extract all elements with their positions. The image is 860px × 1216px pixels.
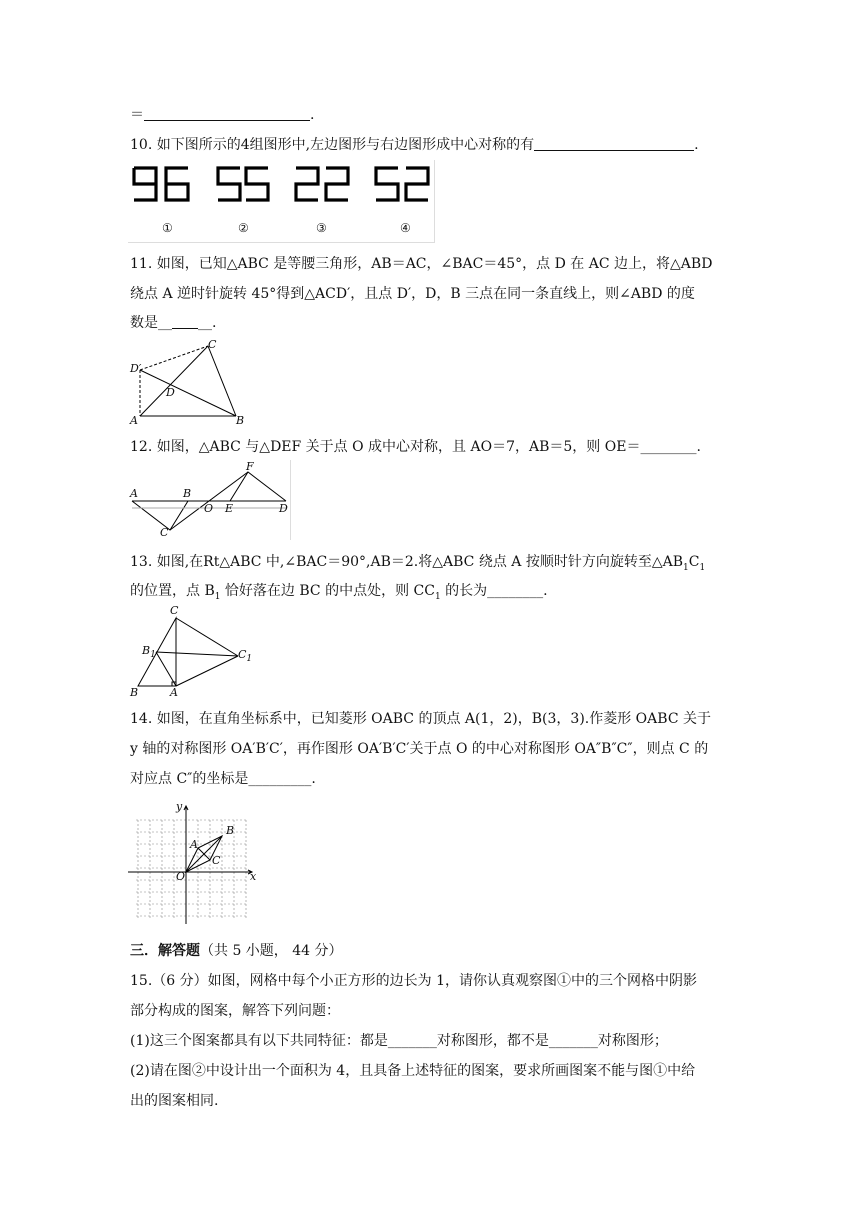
section-3-heading [130,942,343,960]
q14-line-3-text: 对应点 C″的坐标是 [130,771,249,787]
q14-figure [128,800,258,926]
q11-segment-d-prime-b [140,370,236,416]
q11-segment-d-prime-c [140,346,208,370]
q12-figure [128,460,291,540]
q13-segment-b1-a [156,652,176,686]
q12-label-f: F [246,460,254,473]
q11-line-3 [130,314,216,332]
q11-suffix: __. [198,315,217,331]
q15-line-4: (2)请在图②中设计出一个面积为 4，且具备上述特征的图案，要求所画图案不能与图①中给 [130,1063,696,1079]
q14-label-a: A [190,838,198,851]
q14-end: . [311,771,316,787]
q13-line-1 [130,553,705,577]
q12-label-c: C [160,526,169,539]
q15-line-2: 部分构成的图案，解答下列问题： [130,1003,340,1019]
q9-answer-line [130,106,314,124]
q12-label-d: D [279,502,288,515]
q10-end: . [694,137,699,153]
q11-figure [128,338,258,430]
q13-line-2-sub-1: 1 [214,591,221,602]
q11-blank-b[interactable] [172,314,198,329]
q13-label-b1-letter: B [142,644,151,657]
q11-label-b: B [236,414,245,427]
q13-label-b1-sub: 1 [150,650,156,661]
q13-line-1-sub-1: 1 [683,562,689,573]
section-3-detail: （共 5 小题， 44 分） [200,943,343,959]
q13-label-c1-letter: C [238,648,247,661]
q14-label-y: y [176,800,183,813]
q15-line-1: 15.（6 分）如图，网格中每个小正方形的边长为 1，请你认真观察图①中的三个网格中阴影 [130,973,697,989]
q12-blank[interactable]: ________ [640,439,697,455]
q14-line-1: 14. 如图，在直角坐标系中，已知菱形 OABC 的顶点 A(1，2)，B(3，3).作菱形 OABC 关于 [130,711,711,727]
q11-prefix: 数是 [130,315,158,331]
q14-line-3 [130,770,316,788]
q12-question [130,438,701,456]
q15-blank-2[interactable]: _______ [548,1033,598,1049]
q11-line-2: 绕点 A 逆时针旋转 45°得到△ACD′，且点 D′，D，B 三点在同一条直线上，则∠ABD 的度 [130,286,695,302]
q13-line-2-sub-2: 1 [434,591,441,602]
q10-label-2: ② [238,221,249,235]
q14-label-x: x [250,870,257,883]
q13-label-c1 [238,648,252,664]
q12-label-o: O [204,502,214,515]
q10-text: 10. 如下图所示的4组图形中,左边图形与右边图形成中心对称的有 [130,137,535,153]
q13-end: . [543,583,548,599]
q12-triangle-def [230,472,286,501]
q10-digit-svg [128,160,434,242]
q13-segment-a-c1 [176,656,238,686]
q12-label-a: A [130,487,138,500]
q13-segment-b1-c1 [156,652,238,656]
q15-line-5: 出的图案相同. [130,1093,219,1109]
q11-segment-ac [140,346,208,416]
q9-blank[interactable] [144,106,310,121]
q13-label-c: C [170,604,179,617]
q15-line-3 [130,1032,668,1050]
q14-coordinate-svg [128,800,258,926]
q10-question [130,136,699,154]
q12-text: 12. 如图，△ABC 与△DEF 关于点 O 成中心对称，且 AO＝7，AB＝5，则 OE＝ [130,439,641,455]
q13-line-1-sub-2: 1 [699,562,706,573]
q14-label-c: C [212,854,221,867]
q15-blank-1[interactable]: _______ [387,1033,437,1049]
q11-label-d: D [166,386,175,399]
q12-label-e: E [225,502,234,515]
q11-label-d-prime: D′ [130,362,142,375]
section-3-title: 三．解答题 [130,943,200,959]
q13-label-a: A [170,686,178,699]
q13-line-2-text-b: 恰好落在边 BC 的中点处，则 CC [220,583,435,599]
q11-label-c: C [208,338,217,351]
q10-figure [128,160,435,243]
q10-label-3: ③ [316,221,327,235]
q13-figure [128,604,258,700]
q12-end: . [696,439,701,455]
q11-segment-cb [208,346,236,416]
q11-label-a: A [130,414,138,427]
q13-segment-c-c1 [176,618,238,656]
q11-blank-a[interactable]: __ [158,315,172,331]
q11-line-1: 11. 如图，已知△ABC 是等腰三角形，AB＝AC，∠BAC＝45°，点 D 在 AC 边上，将△ABD [130,256,713,272]
q12-label-b: B [183,487,192,500]
q12-symmetry-svg [128,460,290,540]
q13-label-b: B [130,686,139,699]
q15-part-1-text-c: 对称图形； [597,1033,668,1049]
q10-label-1: ① [162,221,173,235]
q14-line-2: y 轴的对称图形 OA′B′C′，再作图形 OA′B′C′关于点 O 的中心对称图形 OA″B″C″，则点 C 的 [130,741,709,757]
q9-suffix: . [310,107,315,123]
q10-label-4: ④ [400,221,411,235]
q15-part-1-text-a: (1)这三个图案都具有以下共同特征：都是 [130,1033,388,1049]
q13-blank[interactable]: ________ [487,583,544,599]
q13-line-2-text-c: 的长为 [440,583,488,599]
q13-label-c1-sub: 1 [246,654,253,665]
q9-prefix: ＝ [130,107,144,123]
q13-line-1-text: 13. 如图,在Rt△ABC 中,∠BAC＝90°,AB＝2.将△ABC 绕点 A 按顺时针方向旋转至△AB [130,554,683,570]
q13-line-1-text-b: C [688,554,700,570]
q13-line-2-text-a: 的位置，点 B [130,583,215,599]
q14-blank[interactable]: _________ [248,771,312,787]
q13-line-2 [130,582,548,606]
q13-label-b1 [142,644,156,660]
q14-label-b: B [226,824,235,837]
q15-part-1-text-b: 对称图形，都不是 [436,1033,549,1049]
q14-label-o: O [176,870,186,883]
q10-blank[interactable] [534,136,694,151]
